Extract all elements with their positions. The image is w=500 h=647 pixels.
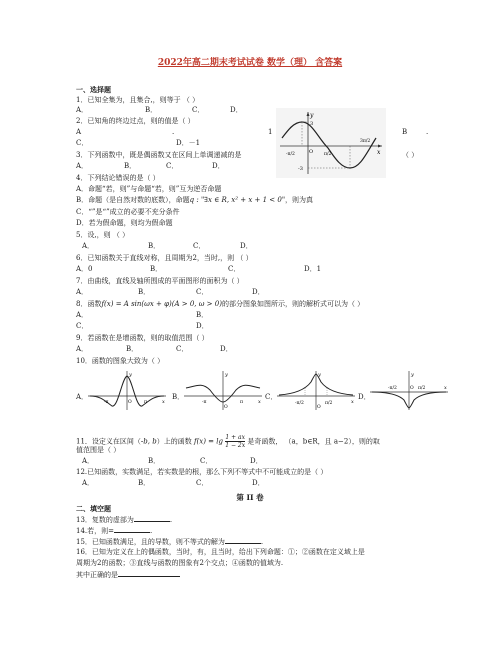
- sine-graph-figure: [276, 108, 386, 178]
- q4b-formula: q : "∃x ∈ R, x² + x + 1 < 0": [189, 196, 286, 204]
- q12-option-b: B．: [138, 479, 151, 487]
- q8-option-c: C．: [76, 322, 89, 330]
- section-choice-heading: 一、选择题: [76, 85, 111, 94]
- question-14: 14.若，则= .: [76, 527, 153, 535]
- question-16-line-3: [76, 570, 180, 580]
- q11-option-c: C．: [200, 457, 213, 465]
- fig8-origin: O: [309, 149, 314, 155]
- q15-answer-blank: [225, 537, 261, 544]
- fig8-y-label: y: [310, 112, 314, 119]
- graph-a-y-label: y: [129, 372, 132, 378]
- exam-title: 2022年高二期末考试试卷 数学（理） 含答案: [157, 58, 343, 68]
- part-2-heading: 第 II 卷: [236, 493, 264, 502]
- question-8: [76, 300, 364, 309]
- q11-fraction: [225, 434, 245, 449]
- q11-interval: -b, b: [140, 437, 157, 446]
- q10-graph-b: [182, 368, 264, 412]
- graph-d-origin: O: [410, 386, 414, 391]
- q1-option-d: D．: [230, 106, 243, 114]
- q4-option-c: C．“”是“”成立的必要不充分条件: [76, 208, 180, 216]
- q16-answer-blank: [118, 570, 180, 577]
- q12-option-c: C．: [196, 479, 209, 487]
- q6-option-a: A．0: [76, 265, 93, 273]
- q10-graph-d: [368, 368, 450, 412]
- question-11: [76, 434, 380, 449]
- q11-formula: f(x) = lg: [193, 437, 223, 446]
- question-3: 3．下列函数中，既是偶函数又在区间上单调递减的是: [76, 151, 242, 159]
- q11-option-a: A．: [82, 457, 95, 465]
- q6-option-b: B．: [150, 265, 163, 273]
- q6-option-d: D．1: [304, 265, 322, 273]
- q14-answer-blank: [114, 526, 150, 533]
- q9-option-d: D．: [220, 345, 233, 353]
- q10-label-a: A．: [76, 393, 89, 401]
- q9-option-a: A．: [76, 345, 89, 353]
- q5-option-a: A．: [82, 242, 95, 250]
- q8-option-d: D．: [196, 322, 209, 330]
- q10-graph-c: [275, 368, 357, 412]
- q12-option-d: D．: [252, 479, 265, 487]
- q8-text-pre: 8．函数: [76, 300, 102, 308]
- graph-c-y-label: y: [318, 372, 321, 378]
- q2-option-a-dot: .: [172, 128, 175, 136]
- q15-text: 15．已知函数满足，且的导数，则不等式的解为: [76, 538, 225, 546]
- q5-option-d: D．: [240, 242, 253, 250]
- graph-a-x-label: x: [162, 399, 165, 405]
- q11-option-b: B．: [148, 457, 161, 465]
- q8-text-post: 的部分图象如图所示，则的解析式可以为（ ）: [221, 300, 365, 308]
- q5-option-c: C．: [193, 242, 206, 250]
- q11-text-mid: ）上的函数: [156, 437, 192, 446]
- question-4: 4．下列结论错误的是（ ）: [76, 174, 160, 182]
- graph-d-tick-left: -π/2: [388, 386, 397, 391]
- q9-option-b: B．: [126, 345, 139, 353]
- graph-c-tick-left: -π/2: [295, 401, 304, 406]
- q11-text-post: 是奇函数， （a，b∈R，且 a−2），则的取: [247, 437, 380, 446]
- q13-answer-blank: [134, 515, 170, 522]
- graph-b-tick-right: π: [240, 400, 243, 405]
- graph-a-tick-left: -π: [104, 400, 109, 405]
- q3-option-c: C．: [166, 162, 179, 170]
- q10-label-b: B．: [172, 393, 185, 401]
- q1-option-a: A．: [76, 106, 89, 114]
- q4b-text-pre: B．命题（是自然对数的底数），命题: [76, 196, 190, 204]
- question-16-line-2: 周期为2的函数；③直线与函数的图象有2个交点；④函数的值域为.: [76, 559, 284, 567]
- graph-c-x-label: x: [351, 399, 354, 405]
- q11-option-d: D．: [250, 457, 263, 465]
- q2-option-one: 1: [268, 128, 273, 136]
- q7-option-b: B．: [138, 288, 151, 296]
- q11-text-pre: 11．设定义在区间（: [76, 437, 141, 446]
- q2-option-b-dot: .: [426, 128, 429, 136]
- question-7: 7．由曲线，直线及轴所围成的平面图形的面积为（ ）: [76, 277, 244, 285]
- section-fill-heading: 二、填空题: [76, 504, 111, 513]
- q4-option-a: A．命题“若，则”与命题“若，则”互为逆否命题: [76, 185, 222, 193]
- q2-option-a: A: [76, 128, 82, 136]
- graph-b-y-label: y: [225, 372, 228, 378]
- fig8-value-neg3: -3: [298, 166, 303, 172]
- q11-line-2: 值范围是（ ）: [76, 446, 121, 454]
- q8-formula: f(x) = A sin(ωx + φ)(A > 0, ω > 0): [101, 300, 222, 308]
- question-16-line-1: 16．已知为定义在上的偶函数，当时，有，且当时，给出下列命题：①；②函数在定义域上是: [76, 548, 365, 556]
- graph-c-tick-right: π/2: [325, 401, 333, 406]
- q10-label-c: C．: [265, 393, 278, 401]
- q7-option-a: A．: [76, 288, 89, 296]
- q1-option-b: B．: [145, 106, 158, 114]
- q2-option-c: C．: [76, 139, 89, 147]
- q1-option-c: C．: [192, 106, 205, 114]
- graph-a-origin: O: [128, 400, 132, 405]
- fig8-value-3: 3: [310, 121, 314, 127]
- q2-option-b: B: [402, 128, 408, 136]
- q11-fraction-denominator: 1 − 2x: [225, 442, 246, 449]
- q2-option-d: D．－1: [176, 139, 201, 147]
- q3-option-a: A．: [76, 162, 89, 170]
- question-5: 5．设,，则 （ ）: [76, 231, 130, 239]
- fig8-x-label: x: [377, 149, 381, 156]
- graph-b-x-label: x: [258, 399, 261, 405]
- question-10: 10．函数的图象大致为（ ）: [76, 357, 165, 365]
- q3-option-d: D．: [212, 162, 225, 170]
- question-12: 12.已知函数，实数满足，若实数是的根，那么下列不等式中不可能成立的是（ ）: [76, 468, 328, 476]
- question-13: 13．复数的虚部为 .: [76, 516, 173, 524]
- graph-c-origin: O: [317, 405, 321, 410]
- q16-text: 其中正确的是: [76, 571, 118, 579]
- graph-b-tick-left: -π: [202, 400, 207, 405]
- q4-option-b: [76, 196, 313, 205]
- question-6: 6．已知函数关于直线对称，且周期为2，当时,，则 （ ）: [76, 254, 253, 262]
- question-15: 15．已知函数满足，且的导数，则不等式的解为 .: [76, 538, 264, 546]
- q13-text: 13．复数的虚部为: [76, 516, 134, 524]
- question-9: 9．若函数在是增函数，则的取值范围（ ）: [76, 334, 209, 342]
- q3-answer-paren: （ ）: [402, 151, 419, 159]
- graph-b-origin: O: [224, 405, 228, 410]
- graph-a-tick-right: π: [144, 400, 147, 405]
- q6-option-c: C．: [228, 265, 241, 273]
- q5-option-b: B．: [148, 242, 161, 250]
- q7-option-c: C．: [196, 288, 209, 296]
- q12-option-a: A．: [82, 479, 95, 487]
- q4-option-d: D．若为假命题，则均为假命题: [76, 219, 173, 227]
- q7-option-d: D．: [252, 288, 265, 296]
- q8-option-b: B．: [196, 311, 209, 319]
- graph-d-x-label: x: [444, 385, 447, 391]
- fig8-tick-pi-half: π/2: [324, 152, 332, 157]
- graph-d-y-label: y: [411, 372, 414, 378]
- q10-label-d: D．: [358, 393, 371, 401]
- q11-fraction-numerator: 1 + ax: [225, 434, 245, 441]
- question-1: 1．已知全集为，且集合,，则等于 （ ）: [76, 96, 200, 104]
- graph-d-tick-right: π/2: [418, 386, 426, 391]
- q8-option-a: A．: [76, 311, 89, 319]
- q9-option-c: C．: [176, 345, 189, 353]
- fig8-tick-3pi-half: 3π/2: [360, 139, 371, 144]
- fig8-tick-neg-pi-half: -π/2: [286, 152, 295, 157]
- q4b-text-post: ，则为真: [285, 196, 314, 204]
- q10-graph-a: [86, 368, 168, 412]
- q3-option-b: B．: [124, 162, 137, 170]
- question-2: 2．已知角的终边过点，则的值是（ ）: [76, 117, 195, 125]
- q14-text: 14.若，则=: [76, 527, 114, 535]
